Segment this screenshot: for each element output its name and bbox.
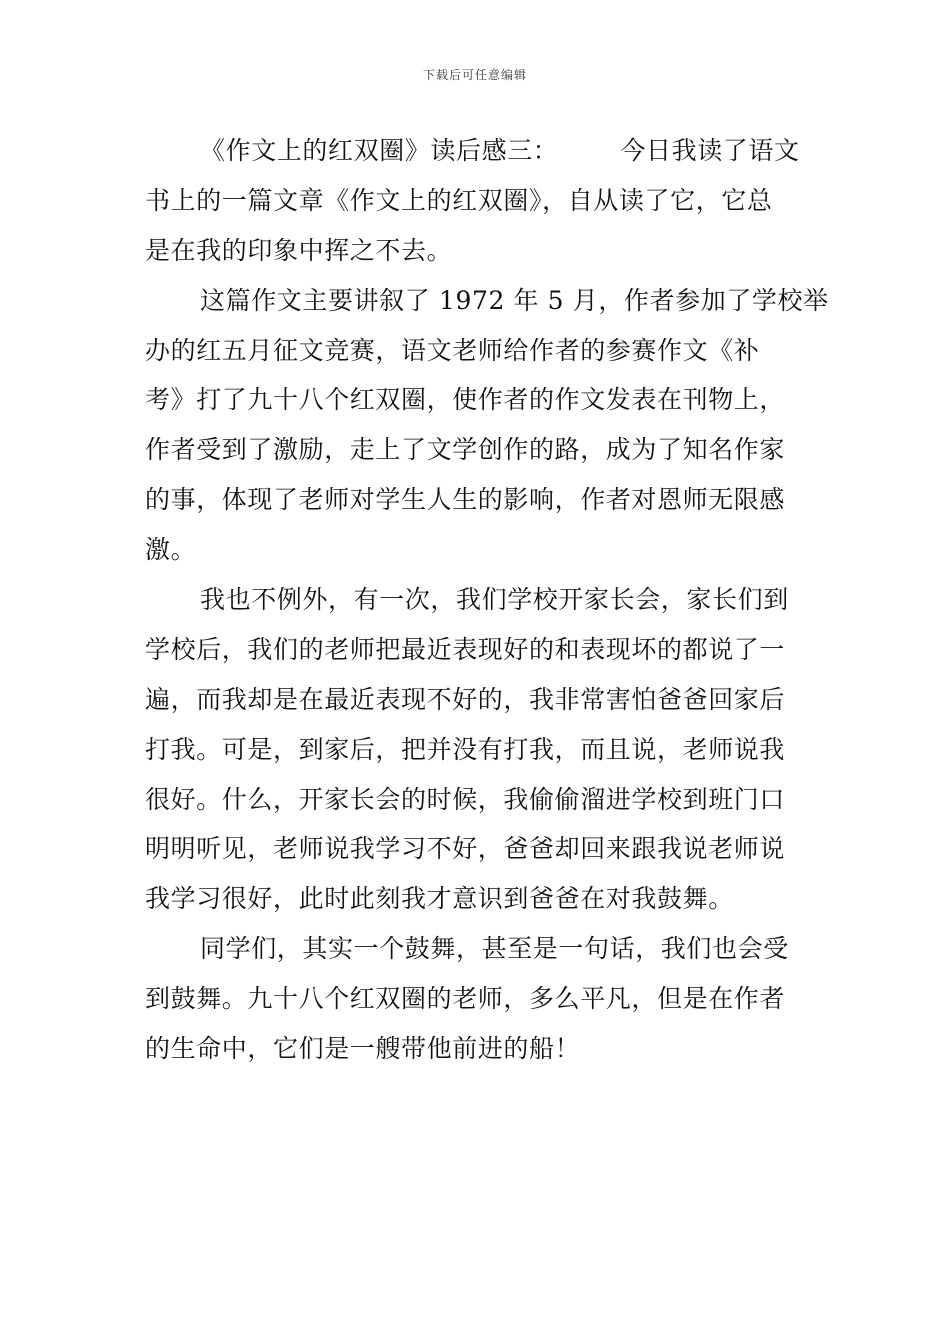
text-line: 同学们，其实一个鼓舞，甚至是一句话，我们也会受 [200,934,789,964]
text-line: 考》打了九十八个红双圈，使作者的作文发表在刊物上， [145,385,786,415]
text-line: 明明听见，老师说我学习不好，爸爸却回来跟我说老师说 [145,834,786,864]
text-line [145,126,807,176]
text-line: 办的红五月征文竞赛，语文老师给作者的参赛作文《补 [145,335,760,365]
text-line: 我学习很好，此时此刻我才意识到爸爸在对我鼓舞。 [145,884,734,914]
text-fragment: 今日我读了语文 [620,136,800,165]
document-body [145,126,829,1074]
text-line: 的生命中，它们是一艘带他前进的船！ [145,1034,581,1064]
essay-title: 《作文上的红双圈》读后感三： [200,136,559,165]
text-line: 作者受到了激励，走上了文学创作的路，成为了知名作家 [145,435,786,465]
text-line: 我也不例外，有一次，我们学校开家长会，家长们到 [200,585,789,615]
text-line: 激。 [145,535,197,565]
text-line: 书上的一篇文章《作文上的红双圈》，自从读了它，它总 [145,185,773,215]
page-header: 下载后可任意编辑 [422,68,527,82]
text-line: 遍，而我却是在最近表现不好的，我非常害怕爸爸回家后 [145,684,786,714]
text-line: 到鼓舞。九十八个红双圈的老师，多么平凡，但是在作者 [145,984,786,1014]
text-line: 很好。什么，开家长会的时候，我偷偷溜进学校到班门口 [145,784,786,814]
text-line: 学校后，我们的老师把最近表现好的和表现坏的都说了一 [145,634,786,664]
text-line: 打我。可是，到家后，把并没有打我，而且说，老师说我 [145,734,786,764]
text-line: 是在我的印象中挥之不去。 [145,235,453,265]
text-line: 的事，体现了老师对学生人生的影响，作者对恩师无限感 [145,485,786,515]
text-line: 这篇作文主要讲叙了 1972 年 5 月，作者参加了学校举 [200,285,829,315]
